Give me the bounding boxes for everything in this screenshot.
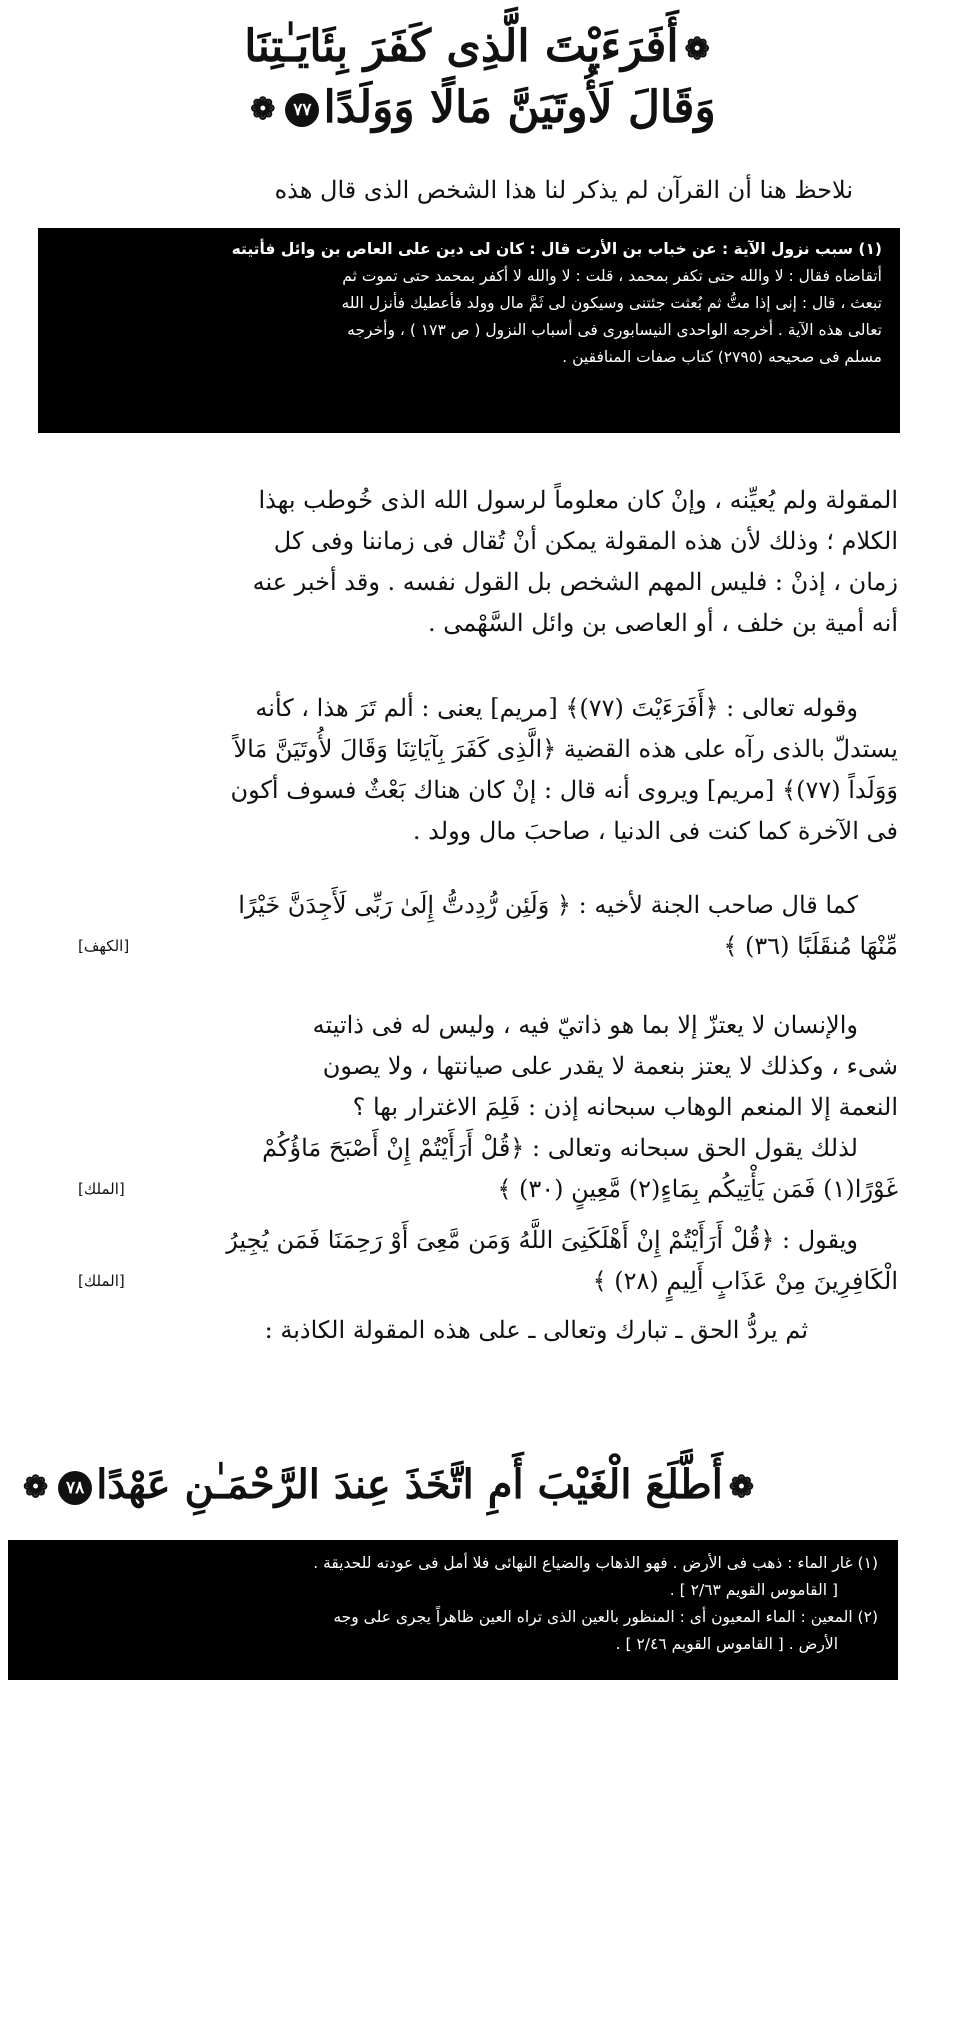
surah-tag: [الملك] (78, 1180, 125, 1198)
text-line-with-surah (78, 926, 898, 967)
text-line-with-surah (78, 1169, 898, 1210)
footnote-line: أتقاضاه فقال : لا والله حتى تكفر بمحمد ، قلت : لا والله لا أكفر بمحمد حتى تموت ثم (342, 267, 882, 285)
ornament-icon: ❁ (728, 1470, 754, 1505)
verse-number-badge: ٧٨ (58, 1471, 92, 1505)
text-line: ويقول : ﴿قُلْ أَرَأَيْتُمْ إِنْ أَهْلَكَنِىَ اللَّهُ وَمَن مَّعِىَ أَوْ رَحِمَنَا فَمَن يُجِيرُ (226, 1226, 858, 1254)
text-line: غَوْرًا(١) فَمَن يَأْتِيكُم بِمَاءٍ(٢) مَّعِينٍ (٣٠) ﴾ (497, 1175, 898, 1203)
verse-text: أَطَّلَعَ الْغَيْبَ أَمِ اتَّخَذَ عِندَ الرَّحْمَـٰنِ عَهْدًا (96, 1461, 723, 1508)
text-line: الكلام ؛ وذلك لأن هذه المقولة يمكن أنْ تُقال فى زماننا وفى كل (273, 527, 898, 555)
footnote-box-bottom (8, 1540, 898, 1680)
paragraph-3 (78, 885, 898, 967)
verse-number-badge: ٧٧ (285, 93, 319, 127)
bottom-verse-banner (23, 1455, 760, 1518)
text-line: فى الآخرة كما كنت فى الدنيا ، صاحبَ مال وولد . (412, 817, 898, 845)
paragraph-1 (78, 480, 898, 644)
paragraph-4 (78, 1005, 898, 1128)
text-line: ثم يردُّ الحق ـ تبارك وتعالى ـ على هذه المقولة الكاذبة : (264, 1316, 808, 1344)
footnote-line: تبعث ، قال : إنى إذا متُّ ثم بُعثت جئتنى وسيكون لى ثَمَّ مال وولد فأعطيك فأنزل الله (341, 294, 882, 312)
paragraph-7 (78, 1310, 898, 1351)
paragraph-5 (78, 1128, 898, 1210)
footnote-line: الأرض . [ القاموس القويم ٢/٤٦ ] . (615, 1635, 838, 1653)
ornament-icon: ❁ (23, 1470, 49, 1505)
ornament-icon: ❁ (250, 92, 276, 127)
footnote-line: (٢) المعين : الماء المعيون أى : المنظور بالعين الذى تراه العين ظاهراً يجرى على وجه (333, 1608, 878, 1626)
verse-line-2 (220, 79, 740, 140)
footnote-line: [ القاموس القويم ٢/٦٣ ] . (669, 1581, 838, 1599)
text-line: زمان ، إذنْ : فليس المهم الشخص بل القول نفسه . وقد أخبر عنه (252, 568, 898, 596)
intro-text: نلاحظ هنا أن القرآن لم يذكر لنا هذا الشخص الذى قال هذه (274, 176, 853, 204)
ornament-icon: ❁ (684, 31, 710, 67)
text-line: وَوَلَداً (٧٧)﴾ [مريم] ويروى أنه قال : إنْ كان هناك بَعْثٌ فسوف أكون (230, 776, 898, 804)
verse-text-1: أَفَرَءَيْتَ الَّذِى كَفَرَ بِئَايَـٰتِنَا (244, 21, 679, 72)
footnote-line: تعالى هذه الآية . أخرجه الواحدى النيسابورى فى أسباب النزول ( ص ١٧٣ ) ، وأخرجه (347, 321, 882, 339)
text-line: النعمة إلا المنعم الوهاب سبحانه إذن : فَلِمَ الاغترار بها ؟ (352, 1093, 898, 1121)
footnote-line: (١) سبب نزول الآية : عن خباب بن الأرت قال : كان لى دين على العاص بن وائل فأتيته (231, 240, 882, 258)
text-line: شىء ، وكذلك لا يعتز بنعمة لا يقدر على صيانتها ، ولا يصون (322, 1052, 898, 1080)
paragraph-6 (78, 1220, 898, 1302)
text-line: وقوله تعالى : ﴿أَفَرَءَيْتَ (٧٧)﴾ [مريم] يعنى : ألم تَرَ هذا ، كأنه (255, 694, 858, 722)
text-line: المقولة ولم يُعيِّنه ، وإنْ كان معلوماً لرسول الله الذى خُوطب بهذا (258, 486, 898, 514)
verse-text-2: وَقَالَ لَأُوتَيَنَّ مَالًا وَوَلَدًا (323, 81, 716, 133)
verse-line-1 (220, 18, 740, 79)
intro-line (93, 170, 853, 211)
paragraph-2 (78, 688, 898, 852)
surah-tag: [الكهف] (78, 937, 130, 955)
footnote-line: (١) غار الماء : ذهب فى الأرض . فهو الذهاب والضياع النهائى فلا أمل فى عودته للحديقة . (313, 1554, 878, 1572)
top-verse-banner (220, 18, 740, 139)
text-line: كما قال صاحب الجنة لأخيه : ﴿ وَلَئِن رُّدِدتُّ إِلَىٰ رَبِّى لَأَجِدَنَّ خَيْرًا (238, 891, 858, 919)
footnote-box-top (38, 228, 900, 433)
surah-tag: [الملك] (78, 1272, 125, 1290)
text-line-with-surah (78, 1261, 898, 1302)
text-line: لذلك يقول الحق سبحانه وتعالى : ﴿قُلْ أَرَأَيْتُمْ إِنْ أَصْبَحَ مَاؤُكُمْ (262, 1134, 858, 1162)
text-line: الْكَافِرِينَ مِنْ عَذَابٍ أَلِيمٍ (٢٨) ﴾ (592, 1267, 898, 1295)
text-line: أنه أمية بن خلف ، أو العاصى بن وائل السَّهْمى . (428, 609, 898, 637)
footnote-line: مسلم فى صحيحه (٢٧٩٥) كتاب صفات المنافقين . (562, 348, 882, 366)
text-line: مِّنْهَا مُنقَلَبًا (٣٦) ﴾ (723, 932, 898, 960)
text-line: يستدلّ بالذى رآه على هذه القضية ﴿الَّذِى كَفَرَ بِآيَاتِنَا وَقَالَ لأُوتَيَنَّ مَالاً (233, 735, 898, 763)
text-line: والإنسان لا يعتزّ إلا بما هو ذاتيّ فيه ، وليس له فى ذاتيته (312, 1011, 858, 1039)
